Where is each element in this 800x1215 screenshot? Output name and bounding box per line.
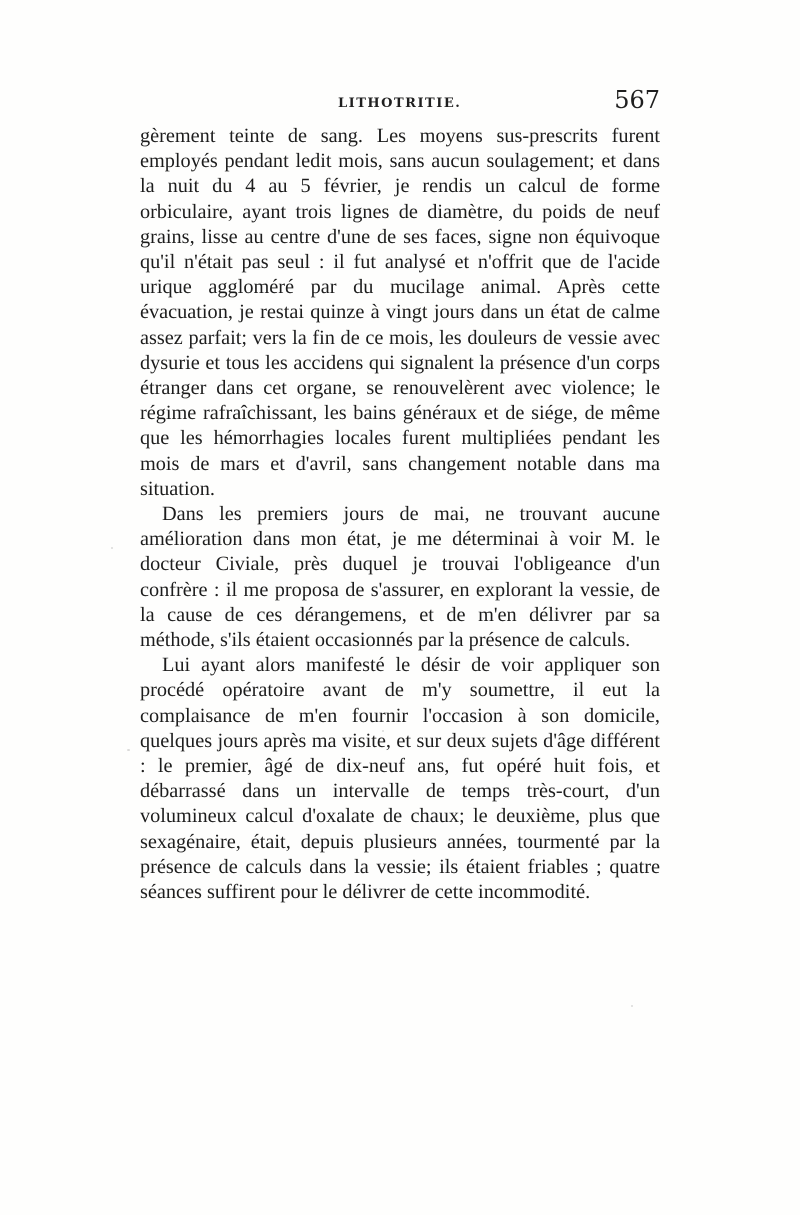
ink-speck bbox=[111, 547, 113, 549]
paragraph-operative-demonstration: Lui ayant alors manifesté le désir de voir appliquer son procédé opératoire avant de m'y soumettre, il eut la complaisance de m'en fournir l'occasion à son domicile, quelques jours après ma visite, et sur deux sujets d'âge différent : le premier, âgé de dix-neuf ans, fut opéré huit fois, et débarrassé dans un intervalle de temps très-court, d'un volumineux calcul d'oxalate de chaux; le deuxième, plus que sexagénaire, était, depuis plusieurs années, tourmenté par la présence de calculs dans la vessie; ils étaient friables ; quatre séances suffirent pour le délivrer de cette incommodité. bbox=[140, 654, 660, 904]
running-title: LITHOTRITIE. bbox=[338, 96, 462, 111]
paragraph-continued: gèrement teinte de sang. Les moyens sus-prescrits furent employés pendant ledit mois, sans aucun soulagement; et dans la nuit du 4 au 5 février, je rendis un calcul de forme orbiculaire, ayant trois lignes de diamètre, du poids de neuf grains, lisse au centre d'une de ses faces, signe non équivoque qu'il n'était pas seul : il fut analysé et n'offrit que de l'acide urique aggloméré par du mucilage animal. Après cette évacuation, je restai quinze à vingt jours dans un état de calme assez parfait; vers la fin de ce mois, les douleurs de vessie avec dysurie et tous les accidens qui signalent la présence d'un corps étranger dans cet organe, se renouvelèrent avec violence; le régime rafraîchissant, les bains généraux et de siége, de même que les hémorrhagies locales furent multipliées pendant les mois de mars et d'avril, sans changement notable dans ma situation. bbox=[140, 125, 660, 500]
running-head bbox=[140, 86, 660, 118]
ink-speck bbox=[382, 730, 384, 732]
body-text bbox=[140, 124, 660, 905]
ink-speck bbox=[127, 749, 130, 751]
ink-speck bbox=[631, 1005, 633, 1007]
paragraph-visit-civiale: Dans les premiers jours de mai, ne trouvant aucune amélioration dans mon état, je me déterminai à voir M. le docteur Civiale, près duquel je trouvai l'obligeance d'un confrère : il me proposa de s'assurer, en explorant la vessie, de la cause de ces dérangemens, et de m'en délivrer par sa méthode, s'ils étaient occasionnés par la présence de calculs. bbox=[140, 503, 660, 652]
page-number: 567 bbox=[614, 86, 660, 114]
